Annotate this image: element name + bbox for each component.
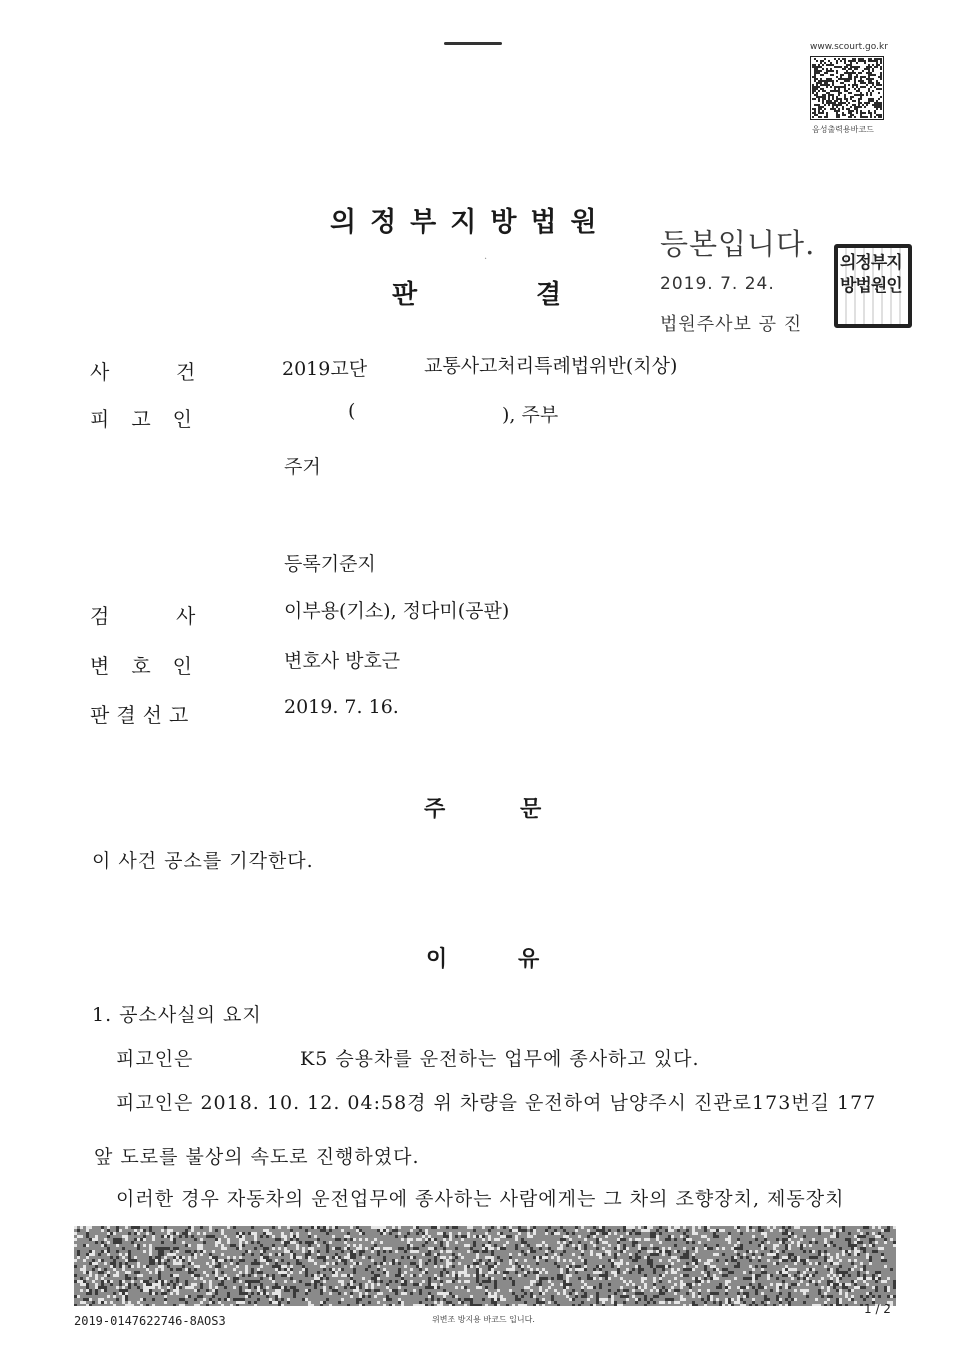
court-seal-text: 의정부지방법원인 xyxy=(840,253,902,296)
registration-label: 등록기준지 xyxy=(284,553,376,575)
reasons-item-1: 1. 공소사실의 요지 xyxy=(92,1004,262,1026)
address-label: 주거 xyxy=(284,456,321,478)
court-seal xyxy=(834,244,912,328)
order-heading-right: 문 xyxy=(520,796,542,822)
reasons-heading-left: 이 xyxy=(426,946,448,972)
center-dot: · xyxy=(484,254,488,265)
case-label-left: 사 xyxy=(90,360,112,384)
defendant-paren-open: ( xyxy=(348,400,356,422)
barcode-url: www.scourt.go.kr xyxy=(810,42,888,52)
voice-output-barcode xyxy=(810,56,884,120)
page-number: 1 / 2 xyxy=(864,1302,891,1316)
reasons-paragraph-3: 앞 도로를 불상의 속도로 진행하였다. xyxy=(94,1146,420,1168)
prosecutor-label-right: 사 xyxy=(176,604,198,628)
anti-forgery-barcode xyxy=(74,1226,896,1306)
verdict-date-label: 판결선고 xyxy=(90,703,196,727)
defendant-label: 피고인 xyxy=(90,407,214,431)
certified-copy-stamp: 등본입니다. xyxy=(660,227,816,261)
reasons-paragraph-1b: K5 승용차를 운전하는 업무에 종사하고 있다. xyxy=(300,1048,700,1070)
counsel-label: 변호인 xyxy=(90,654,214,678)
top-dash-mark xyxy=(444,42,502,45)
prosecutor-value: 이부용(기소), 정다미(공판) xyxy=(284,600,510,622)
order-text: 이 사건 공소를 기각한다. xyxy=(92,850,314,872)
reasons-paragraph-2: 피고인은 2018. 10. 12. 04:58경 위 차량을 운전하여 남양주시 진관로173번길 177 xyxy=(116,1092,877,1114)
reasons-paragraph-4: 이러한 경우 자동차의 운전업무에 종사하는 사람에게는 그 차의 조향장치, 제동장치 xyxy=(116,1188,845,1210)
barcode-caption: 음성출력용바코드 xyxy=(812,125,874,134)
anti-forgery-caption: 위변조 방지용 바코드 입니다. xyxy=(432,1315,535,1324)
prosecutor-label-left: 검 xyxy=(90,604,112,628)
court-name: 의정부지방법원 xyxy=(330,207,611,238)
reasons-paragraph-1a: 피고인은 xyxy=(116,1048,194,1070)
defendant-occupation: ), 주부 xyxy=(502,404,559,426)
verdict-date-value: 2019. 7. 16. xyxy=(284,696,399,718)
order-heading-left: 주 xyxy=(424,796,446,822)
case-number: 2019고단 xyxy=(282,358,368,380)
certification-date: 2019. 7. 24. xyxy=(660,274,775,294)
judgment-title-left: 판 xyxy=(392,280,418,310)
document-code: 2019-0147622746-8AOS3 xyxy=(74,1314,226,1328)
reasons-heading-right: 유 xyxy=(518,946,540,972)
case-name: 교통사고처리특례법위반(치상) xyxy=(424,355,678,377)
counsel-value: 변호사 방호근 xyxy=(284,650,401,672)
case-label-right: 건 xyxy=(176,360,198,384)
judgment-title-right: 결 xyxy=(536,280,562,310)
certification-clerk: 법원주사보 공 진 xyxy=(660,314,803,335)
